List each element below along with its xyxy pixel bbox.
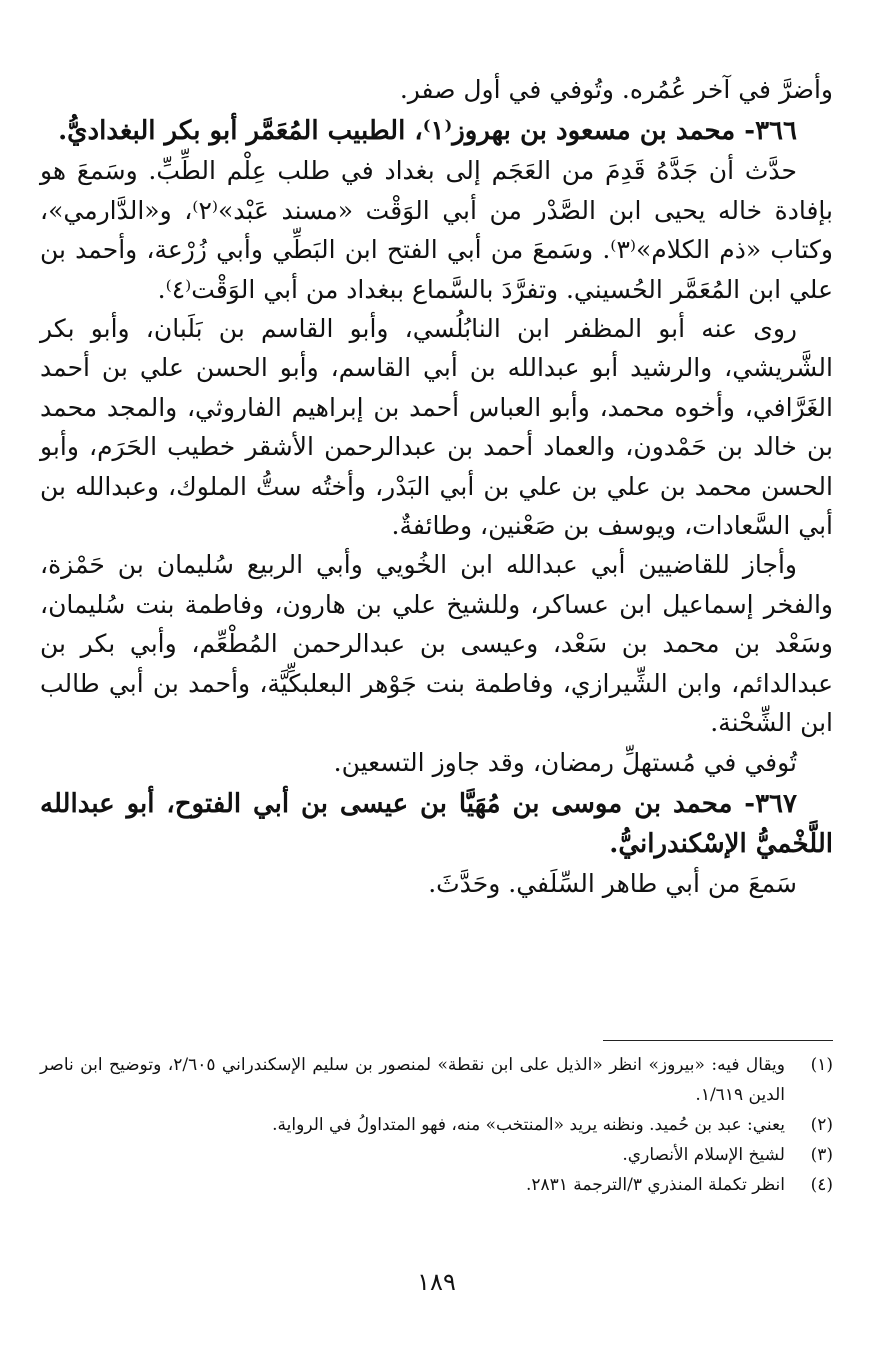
paragraph-367-text: سَمعَ من أبي طاهر السِّلَفي. وحَدَّثَ. — [428, 868, 797, 898]
paragraph-death-note: وأضرَّ في آخر عُمُره. وتُوفي في أول صفر. — [399, 75, 833, 104]
paragraph-ijaza: وأجاز للقاضيين أبي عبدالله ابن الخُويي وأبي الربيع سُليمان بن حَمْزة، والفخر إسماعيل ابن عساكر، وللشيخ علي بن هارون، وفاطمة بنت سُليمان، وسَعْد بن محمد بن سَعْد، وعيسى بن عبدالرحمن المُطْعِّم، وأبي بكر بن عبدالدائم، وابن الشِّيرازي، وفاطمة بنت جَوْهر البعلبكِّيَّة، وأحمد بن أبي طالب ابن الشِّحْنة. — [40, 550, 833, 738]
footnote-1 — [40, 1050, 833, 1110]
footnote-mark: (٤) — [810, 1175, 833, 1195]
entry-366-number: ٣٦٦- — [744, 116, 797, 147]
footnote-3 — [40, 1140, 833, 1170]
paragraph-death-date: تُوفي في مُستهلِّ رمضان، وقد جاوز التسعين. — [333, 747, 797, 777]
footnote-mark: (٢) — [810, 1115, 833, 1135]
main-text — [40, 70, 833, 903]
paragraph-hadith-narration: حدَّث أن جَدَّهُ قَدِمَ من العَجَم إلى بغداد في طلب عِلْم الطِّبِّ. وسَمعَ هو بإفادة خاله يحيى ابن الصَّدْر من أبي الوَقْت «مسند عَبْد»⁽٢⁾، و«الدَّارمي»، وكتاب «ذم الكلام»⁽٣⁾. وسَمعَ من أبي الفتح ابن البَطِّي وأبي زُرْعة، وأحمد بن علي ابن المُعَمَّر الحُسيني. وتفرَّدَ بالسَّماع ببغداد من أبي الوَقْت⁽٤⁾. — [40, 156, 833, 304]
footnote-mark: (١) — [810, 1055, 833, 1075]
footnote-4 — [40, 1170, 833, 1200]
footnote-2 — [40, 1110, 833, 1140]
entry-367-number: ٣٦٧- — [744, 788, 797, 819]
entry-366-title: محمد بن مسعود بن بهروز⁽١⁾، الطبيب المُعَمَّر أبو بكر البغداديُّ. — [58, 116, 736, 147]
footnote-text: لشيخ الإسلام الأنصاري. — [622, 1145, 785, 1165]
paragraph-narrators: روى عنه أبو المظفر ابن النابُلُسي، وأبو القاسم بن بَلَبان، وأبو بكر الشَّريشي، والرشيد أبو عبدالله بن أبي القاسم، وأبو الحسن علي بن أحمد الغَرَّافي، وأخوه محمد، وأبو العباس أحمد بن إبراهيم الفاروثي، والمجد محمد بن خالد بن حَمْدون، والعماد أحمد بن عبدالرحمن الأشقر خطيب الحَرَم، وأبو الحسن محمد بن علي بن علي بن أبي البَدْر، وأختُه ستُّ الملوك، وعبدالله بن أبي السَّعادات، ويوسف بن صَعْنين، وطائفةٌ. — [40, 314, 833, 541]
entry-367-heading — [40, 784, 833, 864]
footnote-mark: (٣) — [810, 1145, 833, 1165]
footnote-text: انظر تكملة المنذري ٣/الترجمة ٢٨٣١. — [525, 1175, 785, 1195]
entry-366-heading — [40, 111, 833, 151]
page-number: ١٨٩ — [417, 1268, 456, 1296]
footnote-text: ويقال فيه: «بيروز» انظر «الذيل على ابن نقطة» لمنصور بن سليم الإسكندراني ٢/٦٠٥، وتوضيح ابن ناصر الدين ١/٦١٩. — [40, 1055, 785, 1105]
footnote-divider — [603, 1040, 833, 1041]
footnote-text: يعني: عبد بن حُميد. ونظنه يريد «المنتخب» منه، فهو المتداولُ في الرواية. — [272, 1115, 785, 1135]
footnotes — [40, 1050, 833, 1200]
entry-367-title: محمد بن موسى بن مُهَيَّا بن عيسى بن أبي الفتوح، أبو عبدالله اللَّخْميُّ الإسْكندرانيُّ. — [40, 788, 833, 859]
